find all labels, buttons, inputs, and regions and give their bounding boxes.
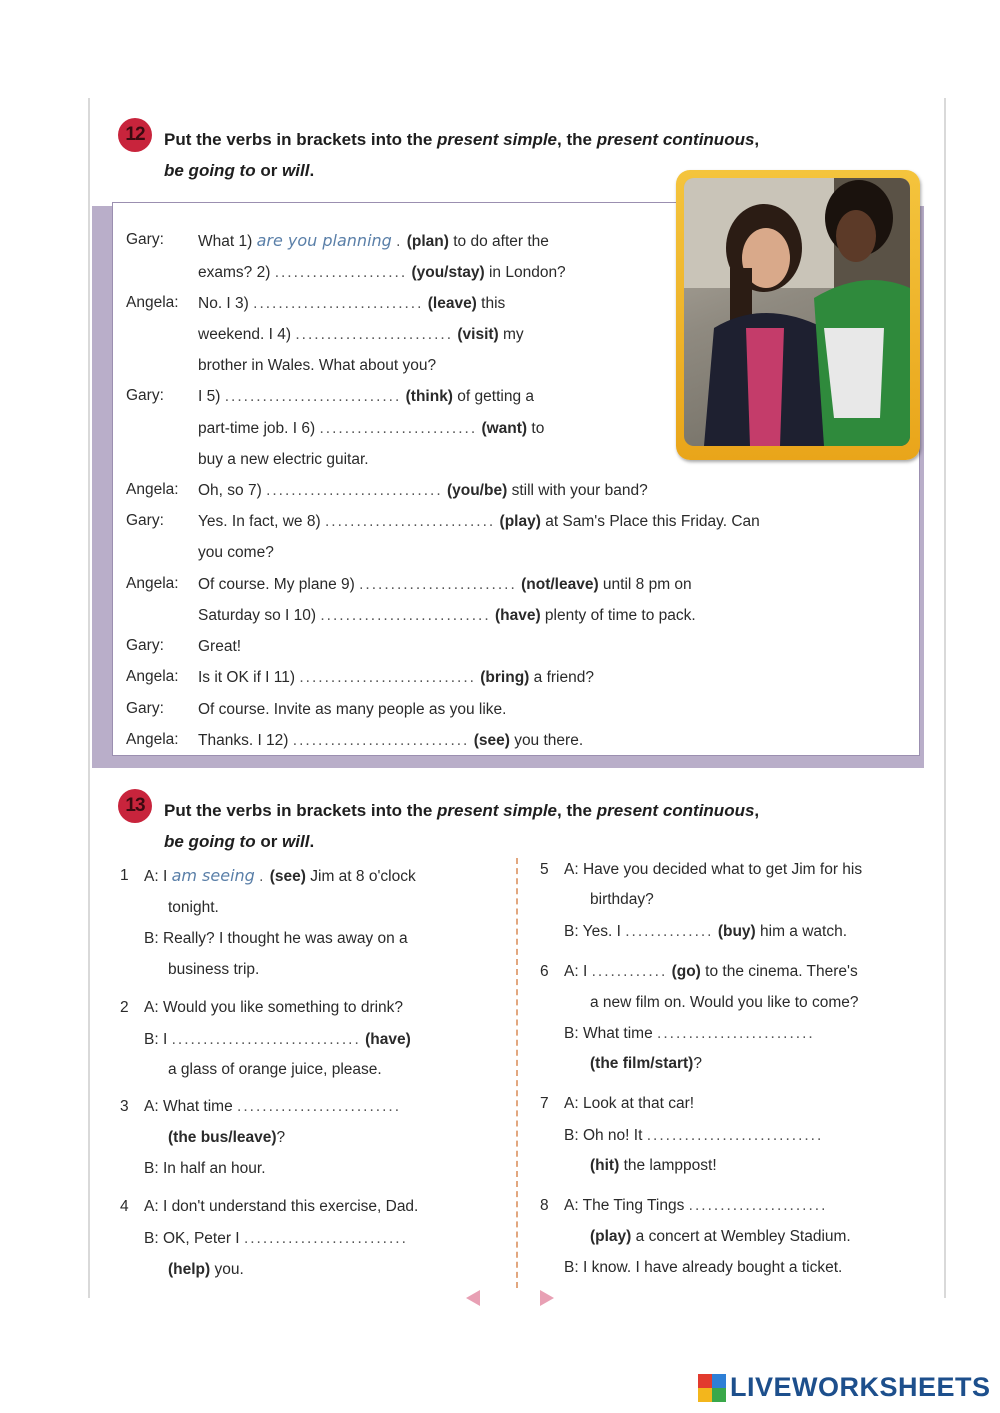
brand-name: LIVEWORKSHEETS [730, 1372, 991, 1402]
dialogue-line: Great! [198, 638, 242, 655]
answer-field-11[interactable]: ............................ [299, 669, 476, 686]
exercise-instructions: Put the verbs in brackets into the present simple, the present continuous, be going to or will. [164, 801, 760, 851]
item-number: 2 [120, 999, 129, 1016]
item-line: A: I am seeing . (see) Jim at 8 o'clock [144, 866, 416, 885]
answer-field-4[interactable]: ......................... [295, 326, 454, 343]
dialogue-line: buy a new electric guitar. [198, 451, 369, 468]
answer-field-13-3[interactable]: .......................... [237, 1098, 401, 1115]
dialogue-line: Thanks. I 12) ............................ (see) you there. [198, 732, 584, 749]
item-number: 4 [120, 1198, 129, 1215]
previous-page-arrow-icon[interactable] [466, 1290, 480, 1306]
speaker-angela: Angela: [126, 481, 179, 498]
item-line: B: Really? I thought he was away on a [144, 930, 408, 947]
photo-image [684, 178, 910, 446]
speaker-gary: Gary: [126, 637, 164, 654]
dialogue-line: No. I 3) ........................... (leave) this [198, 295, 506, 312]
item-line: (the bus/leave)? [168, 1129, 286, 1146]
answer-field-13-6b[interactable]: ......................... [657, 1025, 815, 1042]
brand-logo-icon [698, 1374, 726, 1402]
item-line: A: Look at that car! [564, 1095, 695, 1112]
dialogue-line: What 1) are you planning . (plan) to do after the [198, 231, 549, 250]
item-line: A: I ............ (go) to the cinema. There's [564, 963, 858, 980]
answer-field-10[interactable]: ........................... [320, 607, 491, 624]
item-number: 6 [540, 963, 549, 980]
exercise-number-badge: 13 [118, 789, 152, 823]
speaker-gary: Gary: [126, 387, 164, 404]
answer-field-8[interactable]: ........................... [324, 513, 496, 530]
item-line: B: Yes. I .............. (buy) him a watch. [564, 923, 848, 940]
item-line: (play) a concert at Wembley Stadium. [590, 1228, 851, 1245]
answer-field-6[interactable]: ......................... [319, 420, 478, 437]
photo-frame [676, 170, 920, 460]
answer-field-13-1[interactable]: am seeing [171, 866, 255, 885]
item-line: A: I don't understand this exercise, Dad. [144, 1198, 419, 1215]
item-number: 7 [540, 1095, 549, 1112]
column-divider [516, 858, 518, 1288]
item-line: A: The Ting Tings ...................... [564, 1197, 828, 1214]
item-line: B: OK, Peter I .......................... [144, 1230, 408, 1247]
item-line: (the film/start)? [590, 1055, 702, 1072]
answer-field-13-8[interactable]: ...................... [688, 1197, 828, 1214]
dialogue-line: Saturday so I 10) ........................... (have) plenty of time to pack. [198, 607, 696, 624]
speaker-gary: Gary: [126, 512, 164, 529]
item-number: 1 [120, 867, 129, 884]
exercise-number-badge: 12 [118, 118, 152, 152]
speaker-angela: Angela: [126, 668, 179, 685]
dialogue-line: brother in Wales. What about you? [198, 357, 437, 374]
answer-field-13-4[interactable]: .......................... [243, 1230, 408, 1247]
item-line: A: What time .......................... [144, 1098, 401, 1115]
item-line: a glass of orange juice, please. [168, 1061, 382, 1078]
next-page-arrow-icon[interactable] [540, 1290, 554, 1306]
speaker-gary: Gary: [126, 700, 164, 717]
speaker-angela: Angela: [126, 294, 179, 311]
item-line: tonight. [168, 899, 219, 916]
item-number: 5 [540, 861, 549, 878]
exercise-instructions: Put the verbs in brackets into the present simple, the present continuous, be going to or will. [164, 130, 760, 180]
item-line: B: In half an hour. [144, 1160, 266, 1177]
dialogue-line: Yes. In fact, we 8) ........................... (play) at Sam's Place this Friday. Can [198, 513, 760, 530]
answer-field-13-7[interactable]: ............................ [646, 1127, 824, 1144]
item-line: B: I know. I have already bought a ticket. [564, 1259, 843, 1276]
answer-field-13-2[interactable]: .............................. [171, 1031, 361, 1048]
answer-field-13-5[interactable]: .............. [625, 923, 714, 940]
item-number: 3 [120, 1098, 129, 1115]
dialogue-line: I 5) ............................ (think) of getting a [198, 388, 534, 405]
photo-illustration [684, 178, 910, 446]
dialogue-line: Oh, so 7) ............................ (you/be) still with your band? [198, 482, 648, 499]
item-line: B: What time ......................... [564, 1025, 815, 1042]
dialogue-line: Of course. My plane 9) ......................... (not/leave) until 8 pm on [198, 576, 692, 593]
page-edge-left [88, 98, 90, 1298]
dialogue-line: weekend. I 4) ......................... (visit) my [198, 326, 524, 343]
dialogue-line: Is it OK if I 11) ............................ (bring) a friend? [198, 669, 594, 686]
answer-field-1[interactable]: are you planning [256, 231, 392, 250]
item-line: birthday? [590, 891, 654, 908]
item-line: B: I .............................. (have) [144, 1031, 411, 1048]
answer-field-13-6[interactable]: ............ [591, 963, 668, 980]
item-line: A: Have you decided what to get Jim for his [564, 861, 863, 878]
page-edge-right [944, 98, 946, 1298]
item-line: business trip. [168, 961, 260, 978]
item-line: (help) you. [168, 1261, 244, 1278]
dialogue-line: you come? [198, 544, 274, 561]
answer-field-5[interactable]: ............................ [224, 388, 402, 405]
speaker-angela: Angela: [126, 575, 179, 592]
item-line: a new film on. Would you like to come? [590, 994, 859, 1011]
dialogue-line: exams? 2) ..................... (you/stay) in London? [198, 264, 566, 281]
dialogue-line: part-time job. I 6) ......................... (want) to [198, 420, 545, 437]
answer-field-12[interactable]: ............................ [292, 732, 470, 749]
item-number: 8 [540, 1197, 549, 1214]
speaker-gary: Gary: [126, 231, 164, 248]
answer-field-3[interactable]: ........................... [253, 295, 424, 312]
answer-field-7[interactable]: ............................ [266, 482, 443, 499]
answer-field-9[interactable]: ......................... [359, 576, 517, 593]
answer-field-2[interactable]: ..................... [274, 264, 408, 281]
item-line: (hit) the lamppost! [590, 1157, 717, 1174]
dialogue-line: Of course. Invite as many people as you like. [198, 701, 507, 718]
item-line: A: Would you like something to drink? [144, 999, 404, 1016]
item-line: B: Oh no! It ............................ [564, 1127, 824, 1144]
speaker-angela: Angela: [126, 731, 179, 748]
liveworksheets-brand[interactable] [698, 1372, 991, 1403]
